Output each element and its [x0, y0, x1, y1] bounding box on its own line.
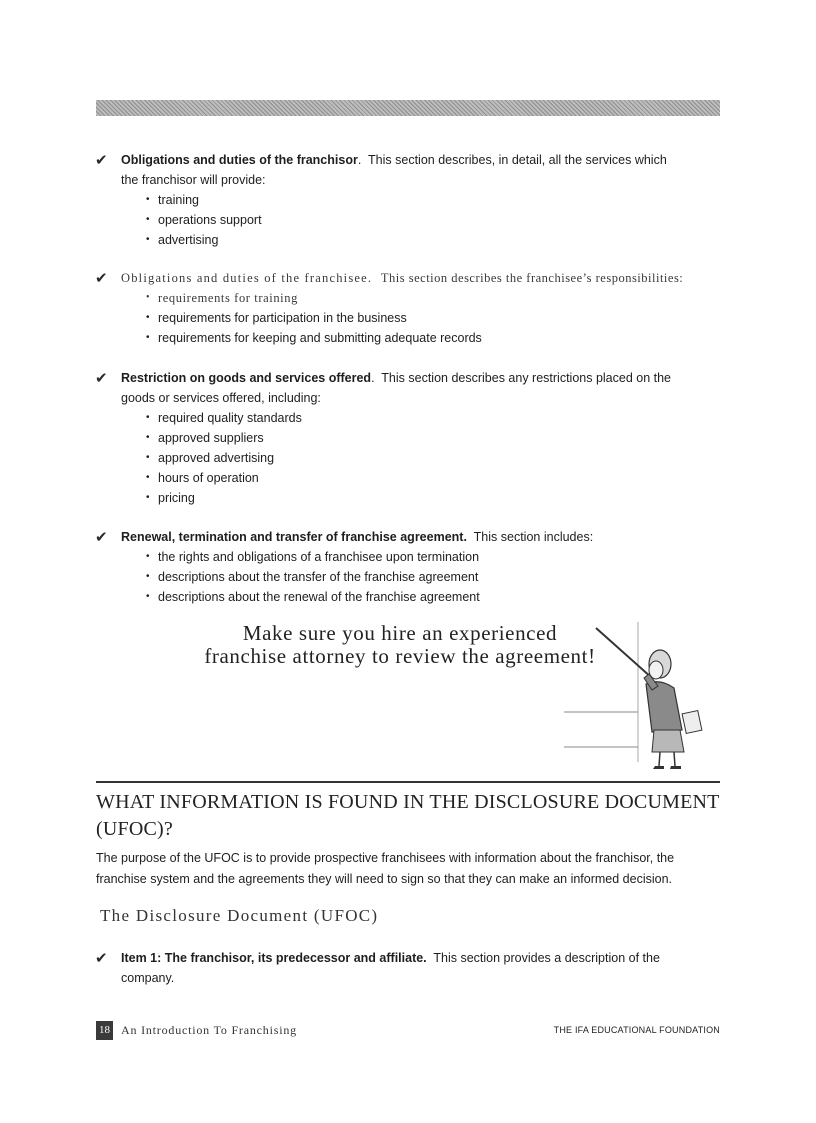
- pointer-stick: [596, 628, 652, 678]
- list-item: • required quality standards: [146, 408, 302, 428]
- list-item: • descriptions about the renewal of the franchise agreement: [146, 587, 480, 607]
- franchisor-services-list: [146, 190, 262, 250]
- presenter-shoe: [653, 766, 664, 769]
- checkmark-icon: ✔: [95, 269, 108, 287]
- list-item: • requirements for participation in the business: [146, 308, 482, 328]
- item1-paragraph: [121, 948, 721, 988]
- presenter-book: [682, 711, 702, 734]
- disclosure-intro: The purpose of the UFOC is to provide prospective franchisees with information about the franchisor, the franchise system and the agreements they will need to sign so that they can make an informed decision.: [96, 851, 675, 886]
- section-title: Obligations and duties of the franchisor: [121, 153, 358, 167]
- franchisee-responsibilities-list: [146, 288, 482, 348]
- section-title: Restriction on goods and services offered: [121, 371, 372, 385]
- list-item: • approved suppliers: [146, 428, 302, 448]
- section-text: This section describes any restrictions placed on the: [381, 371, 672, 385]
- section-divider: [96, 781, 720, 783]
- section-title: Renewal, termination and transfer of franchise agreement.: [121, 530, 467, 544]
- list-item: • requirements for training: [146, 288, 482, 308]
- item1-text: This section provides a description of the: [433, 951, 660, 965]
- section-text-continued: the franchisor will provide:: [121, 173, 266, 187]
- checkmark-icon: ✔: [95, 369, 108, 387]
- presenter-illustration: [560, 612, 720, 772]
- list-item: • approved advertising: [146, 448, 302, 468]
- restrictions-list: [146, 408, 302, 508]
- disclosure-heading: WHAT INFORMATION IS FOUND IN THE DISCLOSURE DOCUMENT (UFOC)?: [96, 791, 720, 840]
- page-number: 18: [96, 1021, 113, 1040]
- presenter-shoe: [670, 766, 681, 769]
- presenter-leg: [659, 752, 660, 766]
- list-item: • hours of operation: [146, 468, 302, 488]
- franchisor-obligations-paragraph: Obligations and duties of the franchisor. This section describes, in detail, all the services which the franchisor will provide:: [121, 153, 667, 187]
- footer-publisher: THE IFA EDUCATIONAL FOUNDATION: [553, 1025, 720, 1035]
- item1-title: Item 1: The franchisor, its predecessor and affiliate.: [121, 951, 427, 965]
- list-item: • the rights and obligations of a franchisee upon termination: [146, 547, 480, 567]
- list-item: • descriptions about the transfer of the franchise agreement: [146, 567, 480, 587]
- section-text: This section describes the franchisee’s responsibilities:: [380, 271, 684, 285]
- presenter-leg: [674, 752, 675, 766]
- footer-book-title: An Introduction To Franchising: [121, 1023, 297, 1037]
- item1-text-continued: company.: [121, 971, 175, 985]
- list-item: • advertising: [146, 230, 262, 250]
- section-text: This section describes, in detail, all the services which: [368, 153, 667, 167]
- list-item: • requirements for keeping and submitting adequate records: [146, 328, 482, 348]
- attorney-tip-callout: [200, 622, 600, 668]
- list-item: • pricing: [146, 488, 302, 508]
- tip-line: franchise attorney to review the agreement!: [204, 644, 596, 668]
- header-decorative-bar: [96, 100, 720, 116]
- checkmark-icon: ✔: [95, 528, 108, 546]
- presenter-skirt: [652, 730, 684, 752]
- section-text: This section includes:: [473, 530, 594, 544]
- tip-line: Make sure you hire an experienced: [242, 621, 558, 645]
- checkmark-icon: ✔: [95, 949, 108, 967]
- list-item: • operations support: [146, 210, 262, 230]
- disclosure-subheading: The Disclosure Document (UFOC): [100, 906, 379, 925]
- franchisee-obligations-paragraph: [121, 268, 721, 288]
- checkmark-icon: ✔: [95, 151, 108, 169]
- renewal-list: [146, 547, 480, 607]
- section-title: Obligations and duties of the franchisee.: [121, 271, 373, 285]
- list-item: • training: [146, 190, 262, 210]
- renewal-paragraph: [121, 527, 721, 547]
- restrictions-paragraph: Restriction on goods and services offered. This section describes any restrictions placed on the goods or services offered, including:: [121, 371, 672, 405]
- section-text-continued: goods or services offered, including:: [121, 391, 321, 405]
